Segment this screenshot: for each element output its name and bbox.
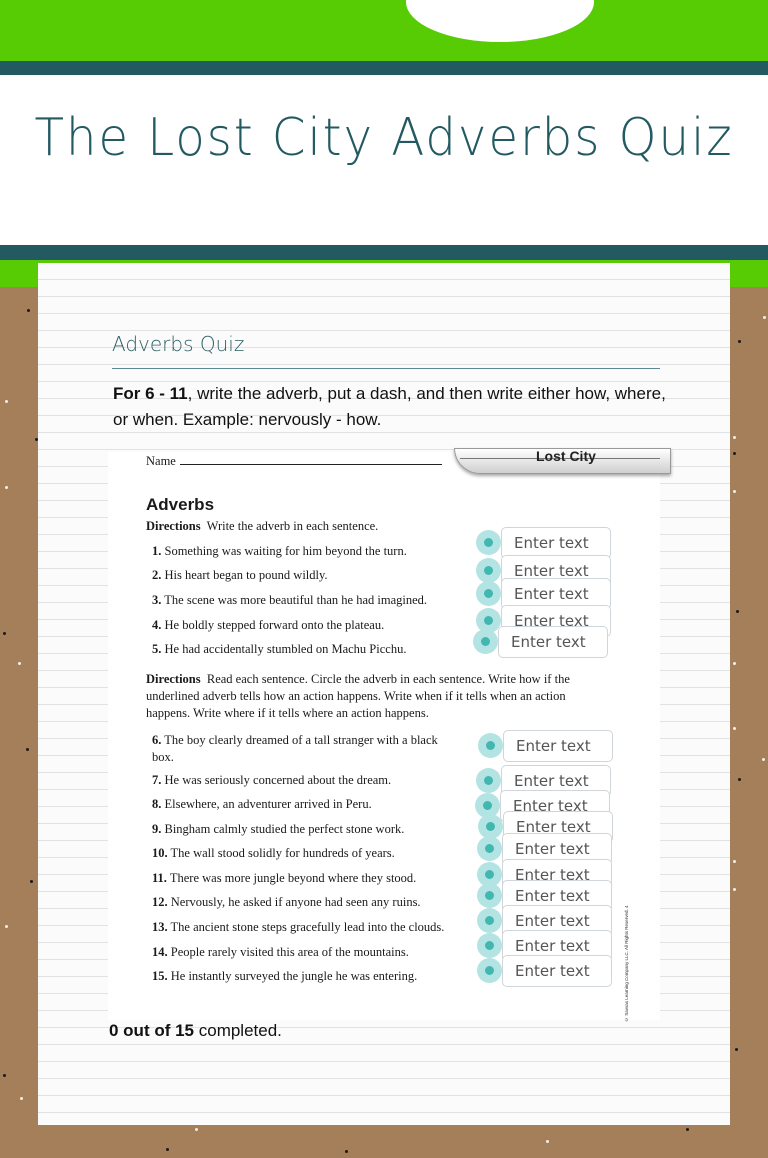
cork-speck <box>26 748 29 751</box>
worksheet-item <box>152 944 452 961</box>
answer-marker-icon <box>476 581 501 606</box>
worksheet-title: Adverbs <box>146 495 215 514</box>
cork-speck <box>195 1128 198 1131</box>
answer-marker-icon <box>477 908 502 933</box>
item-text: The wall stood solidly for hundreds of years. <box>170 846 395 860</box>
answer-marker-icon <box>478 733 503 758</box>
item-text: He was seriously concerned about the dream. <box>164 773 392 787</box>
cork-speck <box>733 860 736 863</box>
cork-speck <box>20 1097 23 1100</box>
answer-marker-icon <box>477 958 502 983</box>
quiz-heading: Adverbs Quiz <box>112 332 245 356</box>
worksheet-item <box>152 732 442 766</box>
worksheet-item <box>152 894 452 911</box>
worksheet-banner-text: Lost City <box>536 448 596 464</box>
item-number: 15. <box>152 969 168 983</box>
cork-speck <box>763 316 766 319</box>
heading-divider <box>112 368 660 369</box>
cork-speck <box>738 778 741 781</box>
worksheet-item <box>152 821 452 838</box>
worksheet-item <box>152 870 452 887</box>
worksheet-name-line <box>180 464 442 465</box>
cork-speck <box>3 632 6 635</box>
item-text: Bingham calmly studied the perfect stone work. <box>164 822 405 836</box>
cork-speck <box>733 727 736 730</box>
answer-input-6[interactable] <box>503 730 613 762</box>
cork-speck <box>686 1128 689 1131</box>
cork-speck <box>762 758 765 761</box>
completion-status <box>109 1021 282 1041</box>
cork-speck <box>546 1140 549 1143</box>
cork-speck <box>27 309 30 312</box>
item-text: He instantly surveyed the jungle he was entering. <box>170 969 418 983</box>
cork-speck <box>5 925 8 928</box>
item-text: Elsewhere, an adventurer arrived in Peru. <box>164 797 372 811</box>
cork-speck <box>18 662 21 665</box>
completion-count: 0 out of 15 <box>109 1021 195 1040</box>
cork-speck <box>738 340 741 343</box>
item-text: The scene was more beautiful than he had imagined. <box>164 593 428 607</box>
item-number: 10. <box>152 846 168 860</box>
item-text: People rarely visited this area of the mountains. <box>170 945 409 959</box>
cork-speck <box>736 610 739 613</box>
cork-speck <box>166 1148 169 1151</box>
cork-speck <box>345 1150 348 1153</box>
item-number: 1. <box>152 544 162 558</box>
cork-speck <box>3 1074 6 1077</box>
worksheet-item <box>152 567 452 584</box>
cork-speck <box>735 1048 738 1051</box>
completion-suffix: completed. <box>194 1021 282 1040</box>
item-number: 5. <box>152 642 162 656</box>
directions-label: Directions <box>146 672 201 686</box>
answer-marker-icon <box>477 883 502 908</box>
cork-speck <box>30 880 33 883</box>
header-stripe-top <box>0 61 768 75</box>
page-title: The Lost City Adverbs Quiz <box>34 108 734 168</box>
item-number: 6. <box>152 733 162 747</box>
item-number: 8. <box>152 797 162 811</box>
item-text: Nervously, he asked if anyone had seen any ruins. <box>170 895 421 909</box>
item-text: His heart began to pound wildly. <box>164 568 328 582</box>
header-banner-green <box>0 0 768 62</box>
worksheet-item <box>152 543 452 560</box>
worksheet-item <box>152 641 452 658</box>
header-stripe-bottom <box>0 245 768 260</box>
cork-speck <box>733 452 736 455</box>
answer-input-15[interactable] <box>502 955 612 987</box>
cork-speck <box>733 436 736 439</box>
worksheet-item <box>152 968 452 985</box>
item-number: 14. <box>152 945 168 959</box>
directions-text: Read each sentence. Circle the adverb in each sentence. Write how if the underlined adverb tells how an action happens. Write when if it tells when an action happens. Write where if it tells where an action happens. <box>146 672 570 720</box>
answer-marker-icon <box>477 933 502 958</box>
directions-text: Write the adverb in each sentence. <box>206 519 379 533</box>
item-text: There was more jungle beyond where they stood. <box>169 871 417 885</box>
item-text: He boldly stepped forward onto the plateau. <box>164 618 385 632</box>
answer-marker-icon <box>477 836 502 861</box>
quiz-instructions <box>113 381 673 433</box>
worksheet-item <box>152 845 452 862</box>
worksheet-copyright: © Savvas Learning Company LLC. All Rights Reserved. 4 <box>624 905 629 1022</box>
worksheet-name-label: Name <box>146 454 176 468</box>
answer-marker-icon <box>473 629 498 654</box>
cork-speck <box>733 490 736 493</box>
item-text: The ancient stone steps gracefully lead into the clouds. <box>170 920 445 934</box>
item-text: Something was waiting for him beyond the turn. <box>164 544 407 558</box>
worksheet-directions-2 <box>146 671 601 722</box>
worksheet-item <box>152 919 452 936</box>
instructions-text: , write the adverb, put a dash, and then write either how, where, or when. Example: nervously - how. <box>113 384 666 429</box>
item-number: 13. <box>152 920 168 934</box>
item-number: 2. <box>152 568 162 582</box>
answer-marker-icon <box>476 768 501 793</box>
item-text: The boy clearly dreamed of a tall stranger with a black box. <box>152 733 438 764</box>
cork-speck <box>733 888 736 891</box>
item-number: 12. <box>152 895 168 909</box>
cork-speck <box>5 486 8 489</box>
cork-speck <box>733 662 736 665</box>
item-number: 11. <box>152 871 167 885</box>
worksheet-item <box>152 592 452 609</box>
instructions-range: For 6 - 11 <box>113 384 188 403</box>
item-number: 4. <box>152 618 162 632</box>
item-number: 3. <box>152 593 162 607</box>
cork-speck <box>5 400 8 403</box>
header-decorative-oval <box>406 0 594 42</box>
answer-marker-icon <box>476 530 501 555</box>
worksheet-item <box>152 796 452 813</box>
answer-input-5[interactable] <box>498 626 608 658</box>
worksheet-item <box>152 772 452 789</box>
item-number: 7. <box>152 773 162 787</box>
item-text: He had accidentally stumbled on Machu Picchu. <box>164 642 407 656</box>
item-number: 9. <box>152 822 162 836</box>
answer-marker-icon <box>476 558 501 583</box>
worksheet-item <box>152 617 452 634</box>
directions-label: Directions <box>146 519 201 533</box>
